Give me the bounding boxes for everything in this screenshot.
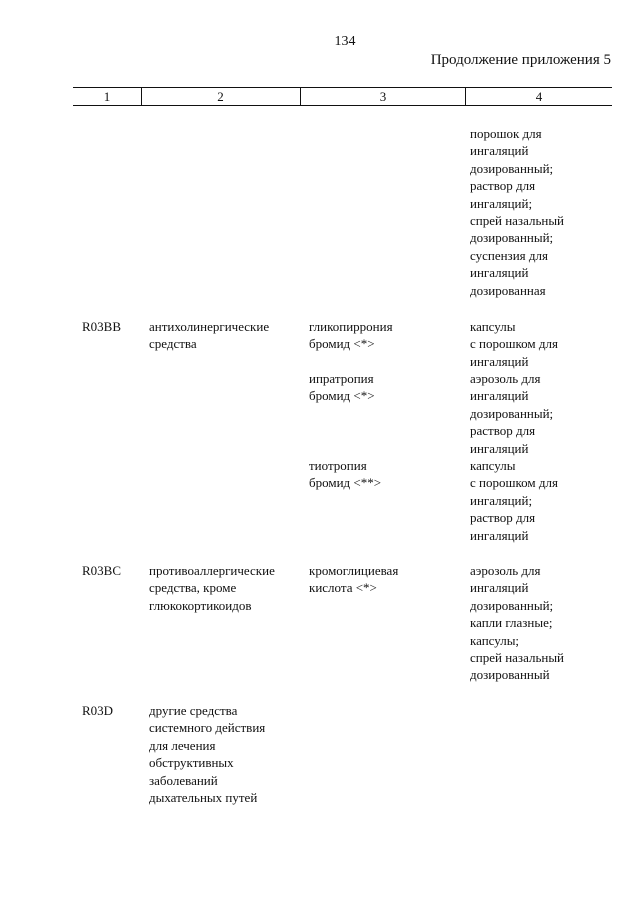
header-col-1: 1 [73,88,142,105]
group-name: противоаллергические средства, кроме глюкокортикоидов [149,563,275,613]
atc-code: R03BB [82,319,122,334]
dosage-forms: капсулы с порошком для ингаляций; раствор для ингаляций [470,458,558,543]
drug-name: тиотропия бромид <**> [309,458,382,491]
dosage-forms-continued: порошок для ингаляций дозированный; раствор для ингаляций; спрей назальный дозированный; суспензия для ингаляций дозированная [470,126,565,298]
header-col-3: 3 [301,88,466,105]
dosage-forms: капсулы с порошком для ингаляций [470,319,558,369]
atc-code: R03D [82,703,114,718]
page-number: 134 [334,34,356,49]
drug-name: гликопиррония бромид <*> [309,319,393,352]
group-name: антихолинергические средства [149,319,270,352]
group-name: другие средства системного действия для лечения обструктивных заболеваний дыхательных путей [149,703,266,806]
header-col-4: 4 [535,89,543,104]
atc-code: R03BC [82,563,122,578]
continuation-label: Продолжение приложения 5 [430,52,611,68]
dosage-forms: аэрозоль для ингаляций дозированный; раствор для ингаляций [470,371,554,456]
drug-name: кромоглициевая кислота <*> [309,563,399,596]
dosage-forms: аэрозоль для ингаляций дозированный; капли глазные; капсулы; спрей назальный дозированный [470,563,565,683]
table-header [73,87,612,106]
drug-name: ипратропия бромид <*> [309,371,375,404]
header-col-2: 2 [141,88,301,105]
